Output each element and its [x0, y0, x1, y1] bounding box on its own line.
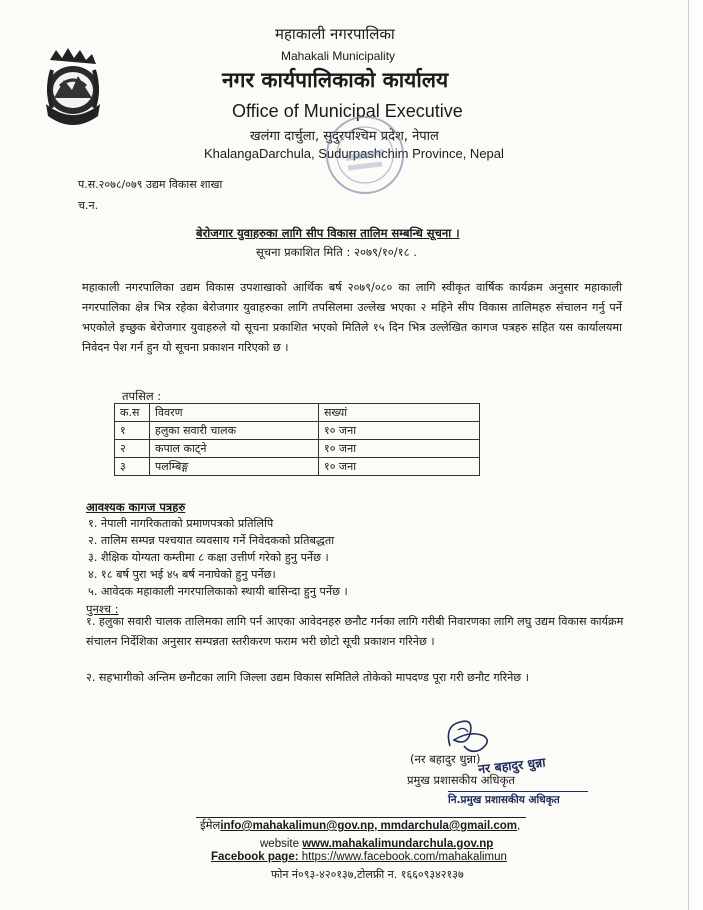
website-label: website — [260, 838, 303, 850]
notes-heading: पुनश्च : — [86, 602, 119, 616]
address-np: खलंगा दार्चुला, सुदुरपश्चिम प्रदेश, नेपाल — [250, 129, 439, 144]
signature-stamp-name: नर बहादुर धुन्ना — [477, 754, 547, 777]
signatory-name: (नर बहादुर धुन्ना) — [410, 752, 481, 766]
table-cell: पलम्बिङ्ग — [150, 458, 319, 476]
table-row — [115, 458, 480, 476]
notice-body: महाकाली नगरपालिका उद्यम विकास उपशाखाको आर्थिक बर्ष २०७९/०८० का लागि स्वीकृत वार्षिक कार्यक्रम अनुसार महाकाली नगरपालिका क्षेत्र भित्र रहेका बेरोजगार युवाहरुका लागि तपसिलमा उल्लेख भएका २ महिने सीप विकास तालिमहरु संचालन गर्नु पर्ने भएकोले इच्छुक बेरोजगार युवाहरुले यो सूचना प्रकाशित भएको मितिले १५ दिन भित्र उल्लेखित कागज पत्रहरु सहित यस कार्यालयमा निवेदन पेश गर्न हुन यो सूचना प्रकाशन गरिएको छ । — [82, 281, 622, 354]
table-cell: २ — [115, 440, 150, 458]
email-label: ईमेल — [200, 820, 221, 832]
table-cell: ३ — [115, 458, 150, 476]
training-table — [114, 403, 480, 476]
dispatch-number: च.न. — [78, 199, 99, 212]
facebook-label: Facebook page: — [211, 851, 299, 863]
document-item: ५. आवेदक महाकाली नगरपालिकाको स्थायी बासिन्दा हुनु पर्नेछ । — [88, 585, 348, 598]
office-title-en: Office of Municipal Executive — [232, 101, 463, 121]
office-title-np: नगर कार्यपालिकाको कार्यालय — [222, 68, 449, 92]
published-date: सूचना प्रकाशित मिति : २०७९/१०/१८ . — [256, 245, 417, 259]
reference-number: प.स.२०७८/०७९ उद्यम विकास शाखा — [78, 178, 223, 191]
stamp-divider — [448, 791, 588, 792]
email-suffix: , — [517, 820, 521, 832]
signature-stamp-title: नि.प्रमुख प्रशासकीय अधिकृत — [448, 794, 560, 806]
table-row — [115, 440, 480, 458]
table-cell: १० जना — [319, 440, 480, 458]
note-item: १. हलुका सवारी चालक तालिमका लागि पर्न आएका आवेदनहरु छनौट गर्नका लागि गरीबी निवारणका लागि लघु उद्यम विकास कार्यक्रम संचालन निर्देशिका अनुसार सम्पन्नता स्तरीकरण फराम भरी छोटो सूची प्रकाशन गरिनेछ । — [86, 615, 624, 648]
table-cell: हलुका सवारी चालक — [150, 422, 319, 440]
table-header: सख्यां — [319, 404, 480, 422]
documents-heading: आवश्यक कागज पत्रहरु — [86, 500, 186, 514]
footer-website — [260, 838, 493, 850]
table-header: विवरण — [150, 404, 319, 422]
signatory-title: प्रमुख प्रशासकीय अधिकृत — [407, 773, 515, 787]
facebook-link[interactable]: https://www.facebook.com/mahakalimun — [298, 851, 507, 863]
document-item: २. तालिम सम्पन्न पश्चयात व्यवसाय गर्ने निवेदकको प्रतिबद्धता — [88, 534, 335, 547]
website-link[interactable]: www.mahakalimundarchula.gov.np — [302, 838, 494, 850]
notice-subject: बेरोजगार युवाहरुका लागि सीप विकास तालिम सम्बन्धि सूचना । — [196, 226, 460, 240]
table-cell: कपाल काट्ने — [150, 440, 319, 458]
footer-email — [200, 818, 520, 833]
municipality-name-en: Mahakali Municipality — [281, 49, 396, 63]
email-link[interactable]: info@mahakalimun@gov.np, mmdarchula@gmail.com — [220, 820, 518, 832]
office-seal-stamp — [322, 112, 408, 198]
table-cell: १० जना — [319, 458, 480, 476]
municipality-name-np: महाकाली नगरपालिका — [275, 25, 395, 43]
table-caption: तपसिल : — [122, 389, 162, 403]
table-cell: १ — [115, 422, 150, 440]
document-item: १. नेपाली नागरिकताको प्रमाणपत्रको प्रतिलिपि — [88, 517, 274, 530]
note-item: २. सहभागीको अन्तिम छनौटका लागि जिल्ला उद्यम विकास समितिले तोकेको मापदण्ड पूरा गरी छनौट गरिनेछ । — [86, 671, 529, 684]
table-row — [115, 422, 480, 440]
table-header-row — [115, 404, 480, 422]
table-header: क.स — [115, 404, 150, 422]
document-item: ४. १८ बर्ष पुरा भई ४५ बर्ष ननाघेको हुनु पर्नेछ। — [88, 568, 276, 581]
document-item: ३. शैक्षिक योग्यता कम्तीमा ८ कक्षा उत्तीर्ण गरेको हुनु पर्नेछ । — [88, 551, 329, 564]
footer-phone: फोन नं०९३-४२०१३७,टोलफ्री न. १६६०९३४२१३७ — [271, 868, 464, 881]
address-en: KhalangaDarchula, Sudurpashchim Province, Nepal — [204, 146, 504, 161]
nepal-emblem-logo — [42, 46, 104, 130]
footer-facebook — [211, 851, 507, 863]
table-cell: १० जना — [319, 422, 480, 440]
